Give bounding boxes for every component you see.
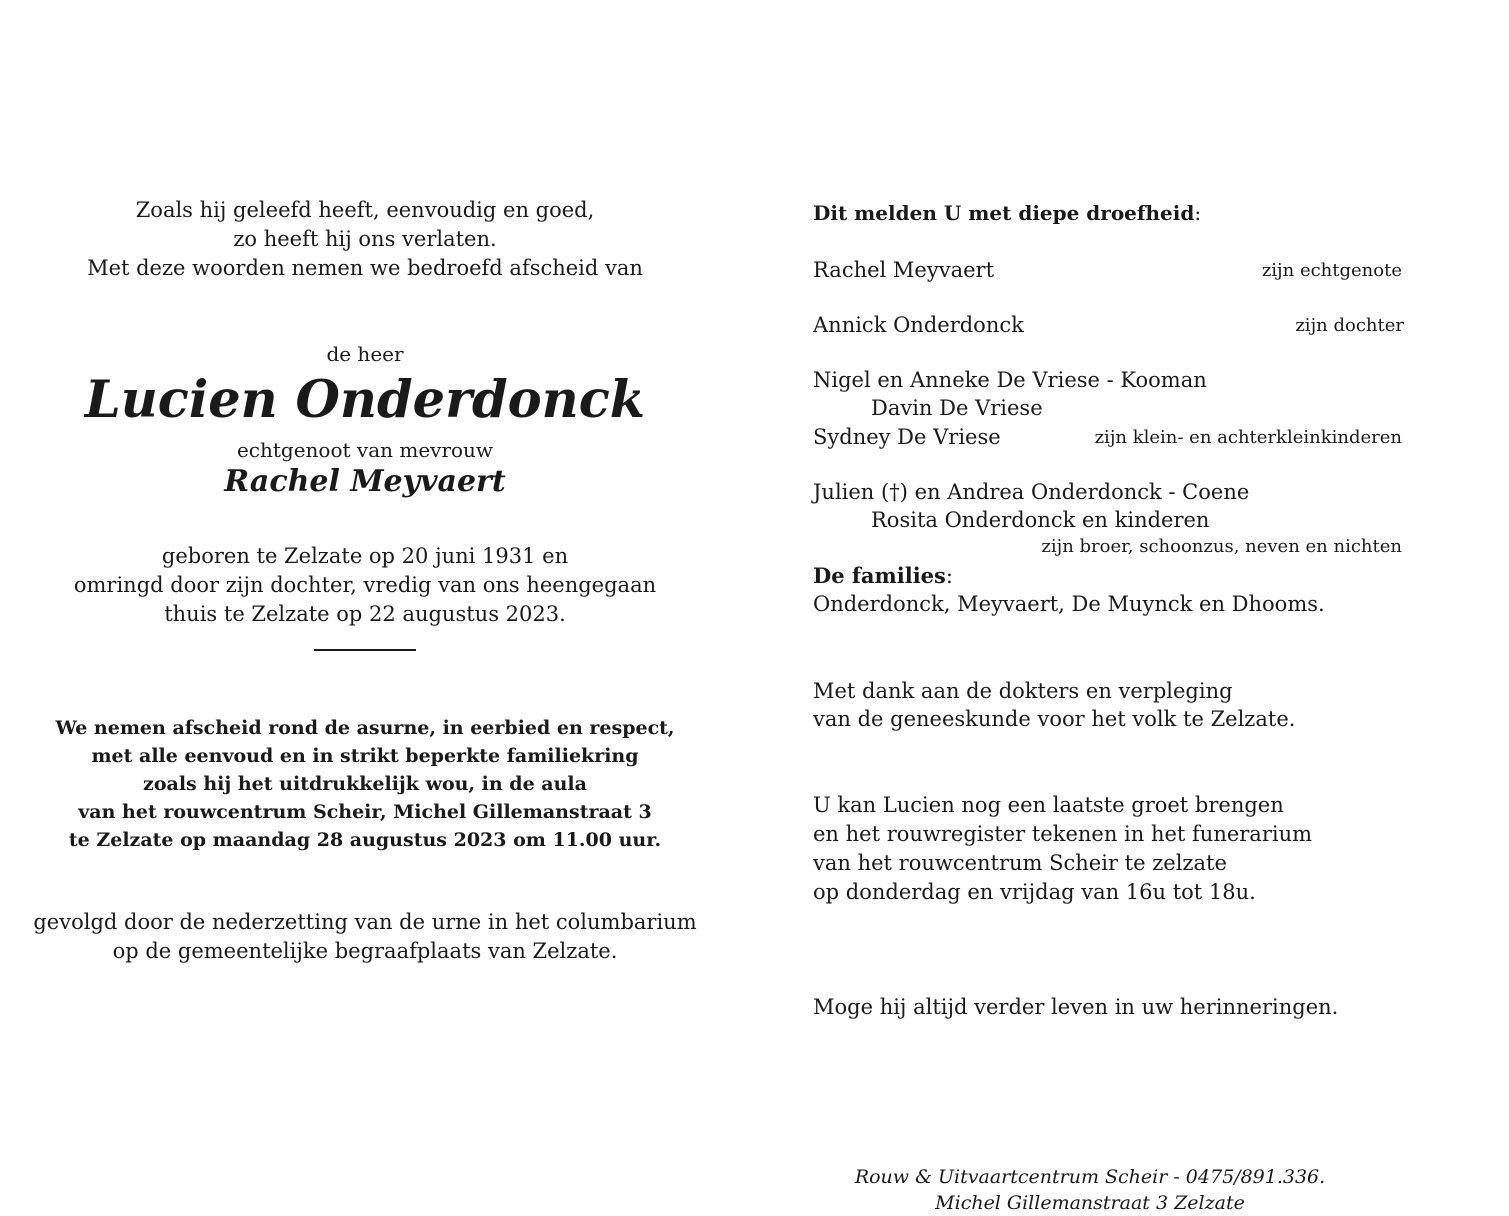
title-prefix: de heer bbox=[326, 342, 404, 366]
section-divider bbox=[314, 649, 416, 651]
footer-funeral-home: Rouw & Uitvaartcentrum Scheir - 0475/891.336. bbox=[854, 1166, 1326, 1188]
life-line-1: geboren te Zelzate op 20 juni 1931 en bbox=[161, 544, 569, 568]
relation-grandchildren: zijn klein- en achterkleinkinderen bbox=[1094, 427, 1402, 448]
spouse-intro: echtgenoot van mevrouw bbox=[236, 438, 494, 462]
deceased-name: Lucien Onderdonck bbox=[84, 370, 646, 430]
ceremony-line-4: van het rouwcentrum Scheir, Michel Gillemanstraat 3 bbox=[78, 801, 652, 823]
intro-line-1: Zoals hij geleefd heeft, eenvoudig en goed, bbox=[135, 198, 595, 222]
burial-line-1: gevolgd door de nederzetting van de urne in het columbarium bbox=[33, 910, 697, 934]
visit-line-4: op donderdag en vrijdag van 16u tot 18u. bbox=[813, 880, 1256, 904]
relation-annick: zijn dochter bbox=[1295, 315, 1404, 336]
footer-address: Michel Gillemanstraat 3 Zelzate bbox=[935, 1192, 1245, 1214]
thanks-line-2: van de geneeskunde voor het volk te Zelzate. bbox=[813, 707, 1296, 731]
family-member-rachel: Rachel Meyvaert bbox=[813, 258, 995, 282]
life-line-3: thuis te Zelzate op 22 augustus 2023. bbox=[164, 602, 566, 626]
families-heading bbox=[813, 561, 953, 591]
thanks-line-1: Met dank aan de dokters en verpleging bbox=[813, 679, 1233, 703]
intro-line-2: zo heeft hij ons verlaten. bbox=[233, 227, 497, 251]
announcement-text: Dit melden U met diepe droefheid bbox=[813, 201, 1195, 225]
family-member-davin: Davin De Vriese bbox=[871, 396, 1043, 420]
family-member-rosita: Rosita Onderdonck en kinderen bbox=[871, 508, 1210, 532]
closing-line: Moge hij altijd verder leven in uw herinneringen. bbox=[813, 995, 1339, 1019]
ceremony-line-1: We nemen afscheid rond de asurne, in eerbied en respect, bbox=[55, 717, 675, 739]
visit-line-1: U kan Lucien nog een laatste groet brengen bbox=[813, 793, 1284, 817]
relation-rachel: zijn echtgenote bbox=[1261, 260, 1402, 281]
announcement bbox=[813, 199, 1201, 227]
spouse-name: Rachel Meyvaert bbox=[224, 464, 506, 499]
burial-line-2: op de gemeentelijke begraafplaats van Zelzate. bbox=[112, 939, 618, 963]
families-list: Onderdonck, Meyvaert, De Muynck en Dhooms. bbox=[813, 592, 1325, 616]
family-member-julien: Julien (†) en Andrea Onderdonck - Coene bbox=[813, 480, 1250, 504]
intro-line-3: Met deze woorden nemen we bedroefd afscheid van bbox=[87, 256, 643, 280]
relation-siblings: zijn broer, schoonzus, neven en nichten bbox=[1041, 536, 1402, 557]
ceremony-line-2: met alle eenvoud en in strikt beperkte familiekring bbox=[91, 745, 639, 767]
family-member-annick: Annick Onderdonck bbox=[813, 313, 1024, 337]
family-member-sydney: Sydney De Vriese bbox=[813, 425, 1001, 449]
ceremony-line-5: te Zelzate op maandag 28 augustus 2023 om 11.00 uur. bbox=[68, 829, 662, 851]
families-heading-colon: : bbox=[945, 564, 953, 588]
visit-line-3: van het rouwcentrum Scheir te zelzate bbox=[813, 851, 1227, 875]
visit-line-2: en het rouwregister tekenen in het funerarium bbox=[813, 822, 1313, 846]
family-member-nigel: Nigel en Anneke De Vriese - Kooman bbox=[813, 368, 1207, 392]
ceremony-line-3: zoals hij het uitdrukkelijk wou, in de aula bbox=[143, 773, 587, 795]
life-line-2: omringd door zijn dochter, vredig van ons heengegaan bbox=[73, 573, 657, 597]
announcement-colon: : bbox=[1194, 201, 1202, 225]
families-heading-text: De families bbox=[813, 563, 946, 588]
